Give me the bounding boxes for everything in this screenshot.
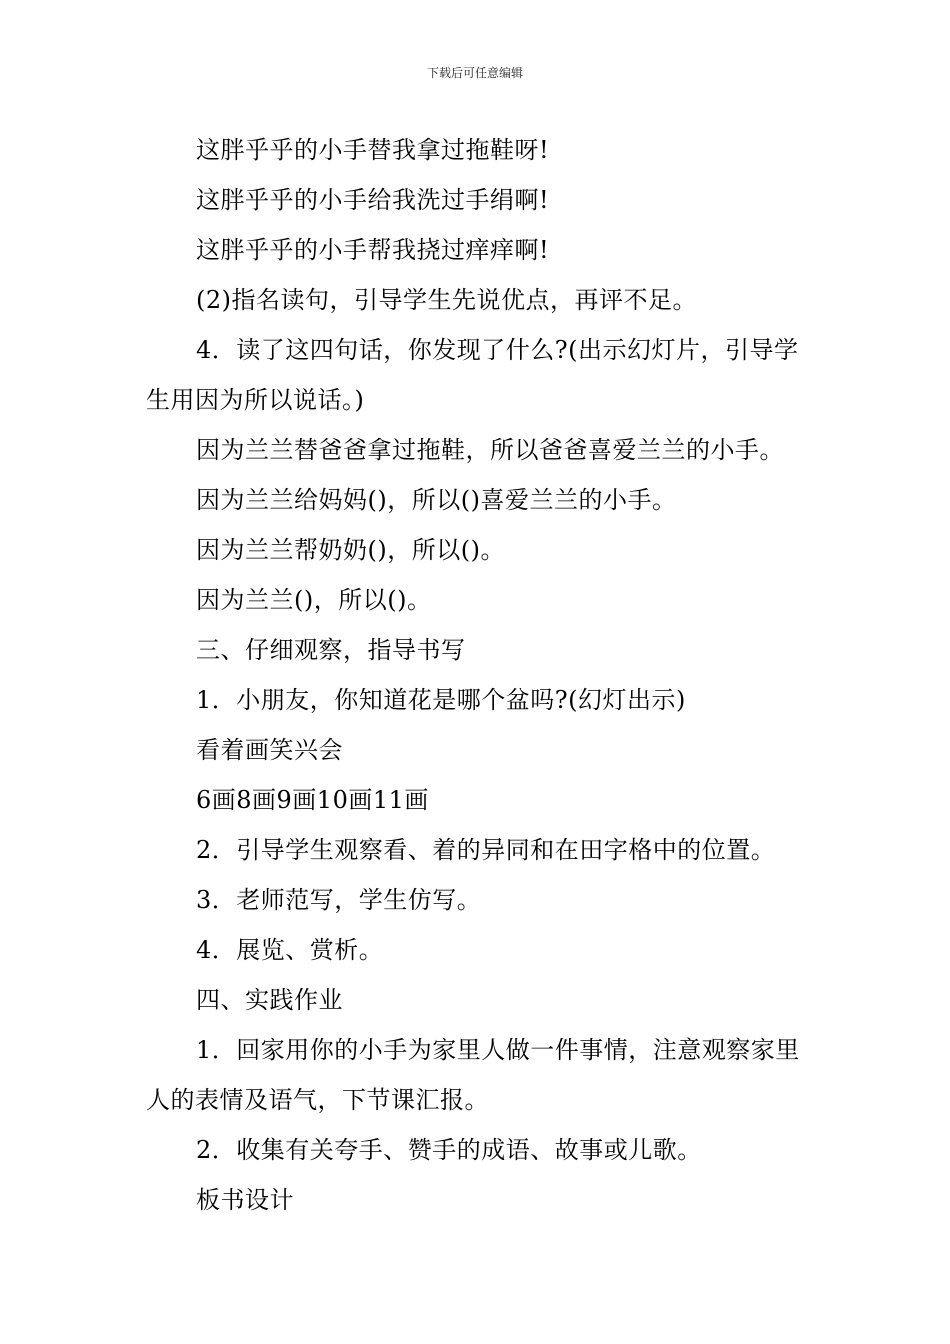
- paragraph: 4．展览、赏析。: [196, 936, 384, 964]
- page-header: 下载后可任意编辑: [426, 66, 523, 80]
- document-body: [146, 125, 808, 1225]
- section-heading: 板书设计: [196, 1186, 294, 1214]
- paragraph: 2．引导学生观察看、着的异同和在田字格中的位置。: [196, 836, 776, 864]
- paragraph: 1．小朋友，你知道花是哪个盆吗?(幻灯出示): [196, 686, 686, 714]
- paragraph: 这胖乎乎的小手替我拿过拖鞋呀!: [196, 136, 550, 164]
- paragraph: 因为兰兰帮奶奶()，所以()。: [196, 536, 505, 564]
- section-heading: 四、实践作业: [196, 986, 343, 1014]
- paragraph: 2．收集有关夸手、赞手的成语、故事或儿歌。: [196, 1136, 702, 1164]
- section-heading: 三、仔细观察，指导书写: [196, 636, 466, 664]
- paragraph: 这胖乎乎的小手帮我挠过痒痒啊!: [196, 236, 550, 264]
- paragraph: (2)指名读句，引导学生先说优点，再评不足。: [196, 286, 697, 314]
- paragraph: 因为兰兰给妈妈()，所以()喜爱兰兰的小手。: [196, 486, 677, 514]
- paragraph: 因为兰兰替爸爸拿过拖鞋，所以爸爸喜爱兰兰的小手。: [196, 436, 784, 464]
- paragraph: 因为兰兰()，所以()。: [196, 586, 432, 614]
- paragraph: 6画8画9画10画11画: [196, 786, 429, 814]
- paragraph: 3．老师范写，学生仿写。: [196, 886, 482, 914]
- paragraph: 1．回家用你的小手为家里人做一件事情，注意观察家里人的表情及语气，下节课汇报。: [146, 1036, 800, 1114]
- paragraph: 看着画笑兴会: [196, 736, 343, 764]
- paragraph: 4．读了这四句话，你发现了什么?(出示幻灯片，引导学生用因为所以说话。): [146, 336, 799, 414]
- paragraph: 这胖乎乎的小手给我洗过手绢啊!: [196, 186, 550, 214]
